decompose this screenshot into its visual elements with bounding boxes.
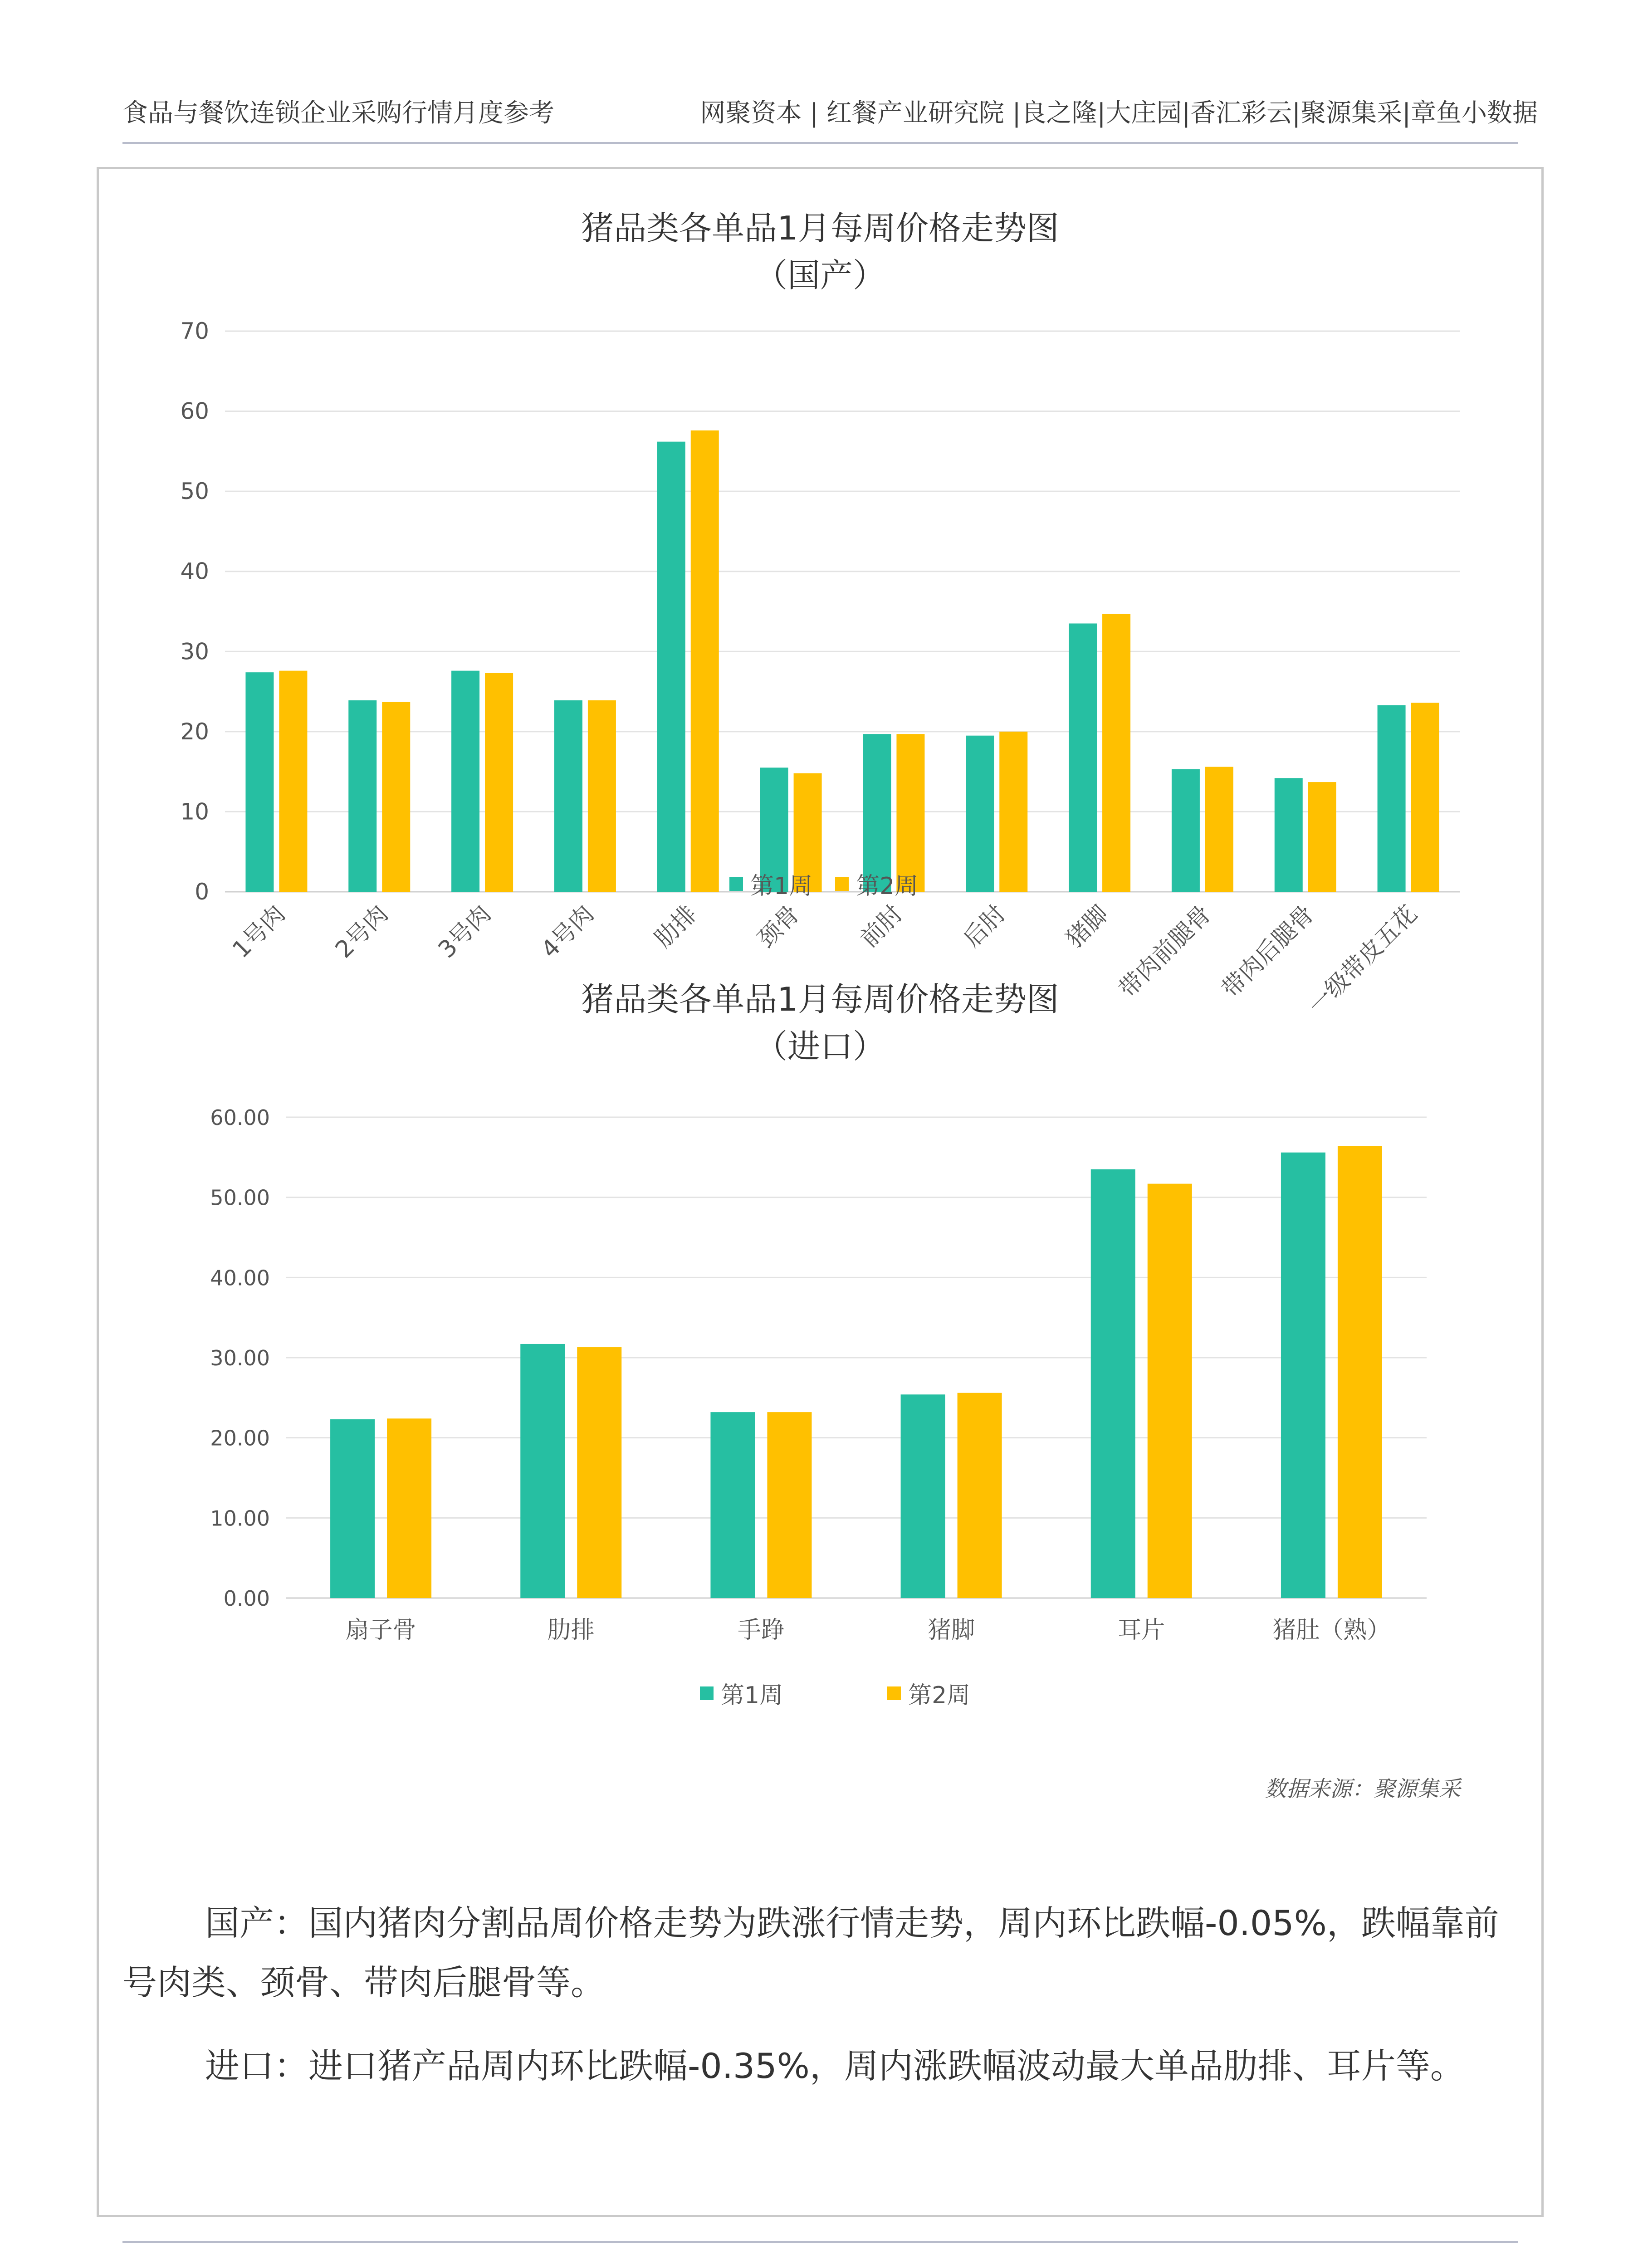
- y-tick-label: 30: [180, 638, 209, 665]
- bar-week1: [1275, 778, 1303, 892]
- legend-swatch-icon: [729, 877, 743, 891]
- chart1-title: [99, 205, 1541, 299]
- y-tick-label: 60.00: [210, 1105, 270, 1130]
- legend-swatch-icon: [700, 1686, 714, 1700]
- bar-week1: [451, 671, 479, 892]
- bar-week2: [1411, 703, 1439, 892]
- y-tick-label: 20.00: [210, 1426, 270, 1451]
- header-left-title: 食品与餐饮连锁企业采购行情月度参考: [122, 98, 554, 128]
- bar-week2: [1205, 767, 1233, 892]
- y-tick-label: 20: [180, 718, 209, 745]
- y-tick-label: 30.00: [210, 1346, 270, 1370]
- bar-week1: [1091, 1169, 1135, 1598]
- legend-label: 第2周: [908, 1682, 971, 1709]
- bar-week1: [245, 672, 274, 892]
- chart1-subtitle: （国产）: [754, 256, 885, 295]
- bar-week2: [1338, 1146, 1382, 1598]
- x-category-label: 前肘: [855, 900, 908, 953]
- bar-week1: [1378, 705, 1406, 892]
- x-category-label: 猪脚: [928, 1617, 975, 1644]
- bar-week2: [279, 671, 307, 892]
- y-tick-label: 50.00: [210, 1185, 270, 1210]
- x-category-label: 耳片: [1118, 1617, 1165, 1644]
- chart2-legend-item-week2: [887, 1676, 970, 1710]
- bar-week1: [901, 1394, 945, 1598]
- chart1-title-line: 猪品类各单品1月每周价格走势图: [581, 209, 1059, 247]
- y-tick-label: 50: [180, 478, 209, 505]
- bar-week2: [999, 732, 1027, 892]
- bar-week2: [1102, 614, 1130, 892]
- y-tick-label: 60: [180, 398, 209, 425]
- paragraph-domestic: 国产：国内猪肉分割品周价格走势为跌涨行情走势，周内环比跌幅-0.05%，跌幅靠前号肉类、颈骨、带肉后腿骨等。: [122, 1903, 1499, 2003]
- y-tick-label: 40: [180, 558, 209, 585]
- x-category-label: 肋排: [547, 1617, 595, 1644]
- bar-week2: [387, 1418, 431, 1598]
- x-category-label: 猪脚: [1061, 900, 1114, 953]
- bar-week2: [958, 1393, 1002, 1598]
- x-category-label: 手踭: [737, 1617, 785, 1644]
- x-category-label: 颈骨: [752, 900, 805, 953]
- footer-divider: [122, 2241, 1518, 2243]
- bar-week1: [657, 442, 685, 892]
- chart2-title: [99, 976, 1541, 1070]
- x-category-label: 3号肉: [433, 900, 497, 964]
- bar-week2: [382, 702, 410, 892]
- bar-week1: [348, 700, 376, 892]
- x-category-label: 2号肉: [330, 900, 394, 964]
- bar-week2: [691, 430, 719, 892]
- paragraph-imported: 进口：进口猪产品周内环比跌幅-0.35%，周内涨跌幅波动最大单品肋排、耳片等。: [205, 2046, 1465, 2086]
- x-category-label: 后肘: [958, 900, 1011, 953]
- chart2-legend-item-week1: [700, 1676, 783, 1710]
- bar-week1: [520, 1344, 565, 1598]
- bar-week1: [1281, 1153, 1325, 1598]
- chart1-legend-item-week2: [835, 867, 918, 901]
- x-category-label: 4号肉: [536, 900, 600, 964]
- legend-swatch-icon: [835, 877, 849, 891]
- bar-week2: [767, 1412, 812, 1598]
- bar-week1: [710, 1412, 755, 1598]
- bar-week2: [588, 700, 616, 892]
- x-category-label: 肋排: [649, 900, 702, 953]
- x-category-label: 扇子骨: [345, 1617, 416, 1644]
- chart1-svg: [99, 305, 1541, 1040]
- data-source-note: 数据来源：聚源集采: [1264, 1776, 1461, 1802]
- chart2-subtitle: （进口）: [754, 1027, 885, 1066]
- y-tick-label: 70: [180, 318, 209, 344]
- legend-label: 第1周: [750, 873, 813, 900]
- chart2-legend: [700, 1676, 970, 1710]
- bar-week1: [1172, 769, 1200, 892]
- bar-week2: [1308, 782, 1336, 892]
- y-tick-label: 40.00: [210, 1266, 270, 1290]
- bar-week2: [1148, 1184, 1192, 1598]
- bar-week1: [554, 700, 582, 892]
- chart2-title-line: 猪品类各单品1月每周价格走势图: [581, 980, 1059, 1018]
- y-tick-label: 10.00: [210, 1506, 270, 1531]
- bar-week1: [1069, 623, 1097, 892]
- x-category-label: 带肉前腿骨: [1114, 900, 1217, 1003]
- header-divider: [122, 142, 1518, 144]
- y-tick-label: 10: [180, 798, 209, 825]
- legend-label: 第1周: [721, 1682, 783, 1709]
- bar-week1: [966, 736, 994, 892]
- legend-label: 第2周: [856, 873, 919, 900]
- chart2-svg: [99, 1076, 1541, 1675]
- x-category-label: 一级带皮五花: [1303, 900, 1423, 1020]
- chart1-legend-item-week1: [729, 867, 812, 901]
- x-category-label: 猪肚（熟）: [1272, 1617, 1391, 1644]
- x-category-label: 1号肉: [227, 900, 291, 964]
- bar-week2: [577, 1347, 621, 1598]
- chart1-legend: [729, 867, 918, 901]
- header-right-sources: 网聚资本 | 红餐产业研究院 |良之隆|大庄园|香汇彩云|聚源集采|章鱼小数据: [700, 98, 1538, 128]
- x-category-label: 带肉后腿骨: [1217, 900, 1320, 1003]
- bar-week2: [485, 673, 513, 892]
- y-tick-label: 0.00: [223, 1586, 270, 1611]
- y-tick-label: 0: [195, 879, 209, 905]
- bar-week1: [330, 1419, 375, 1598]
- legend-swatch-icon: [887, 1686, 901, 1700]
